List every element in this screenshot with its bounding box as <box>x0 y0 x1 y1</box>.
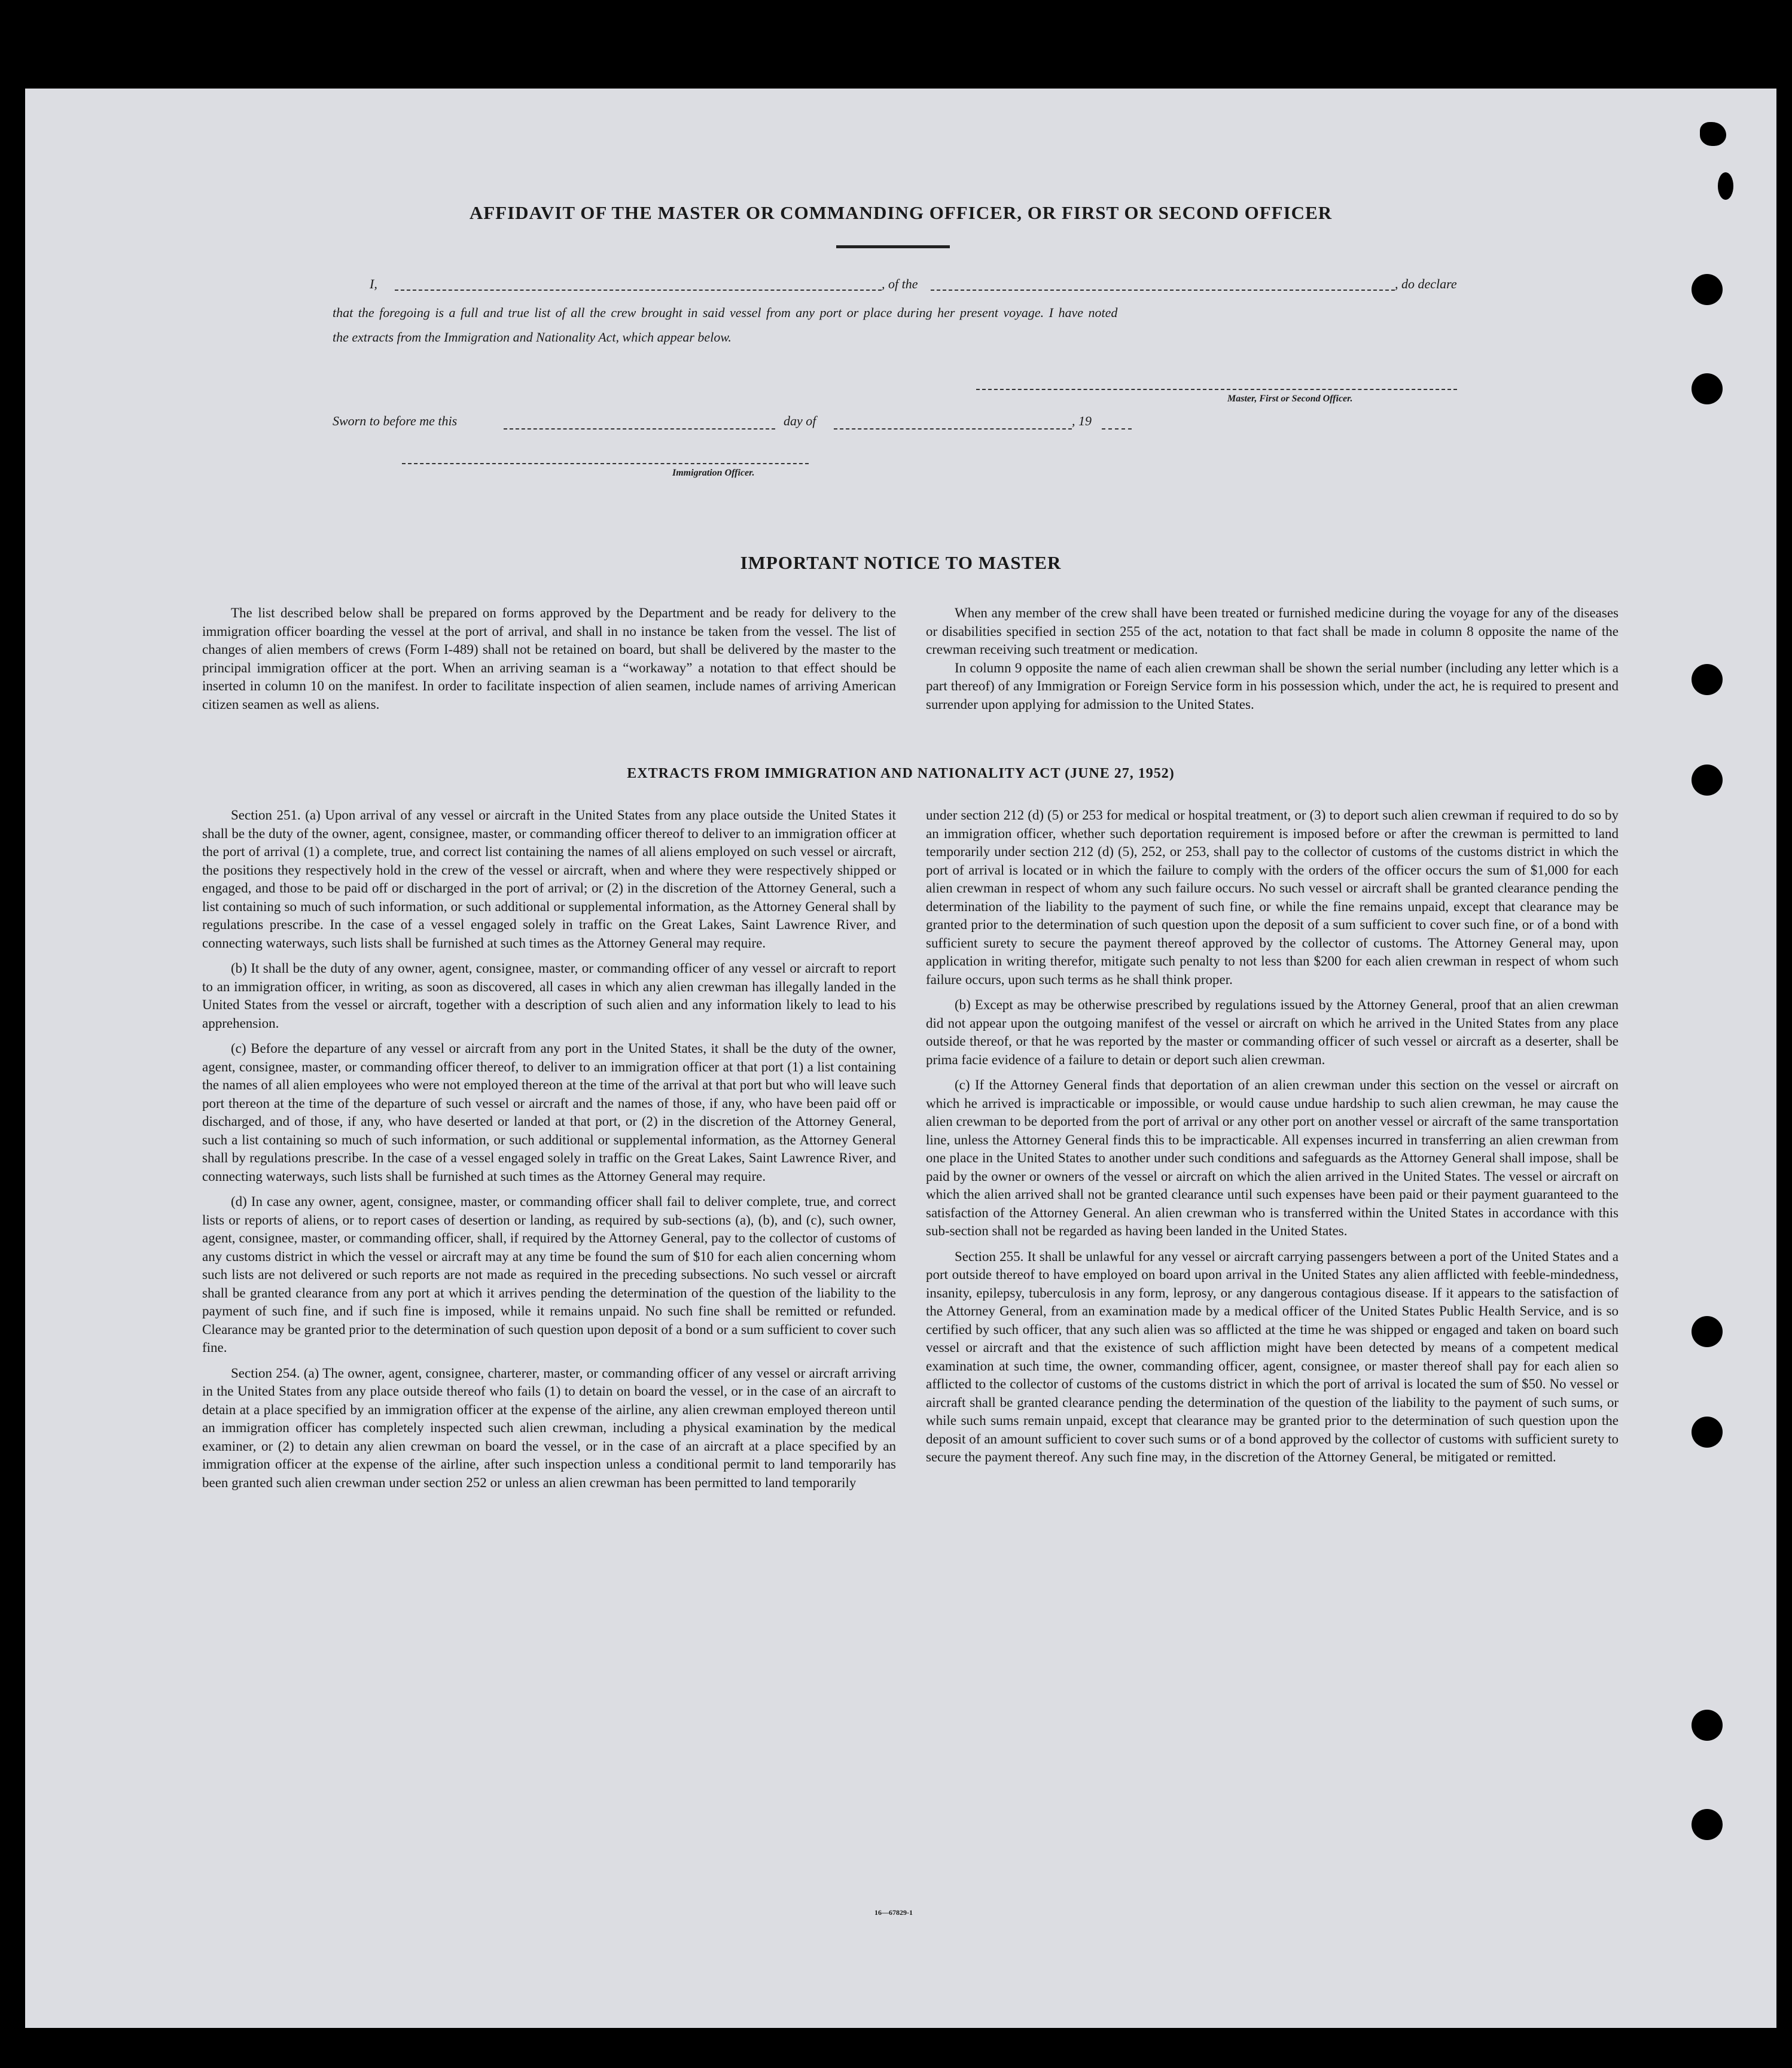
torn-hole-top <box>1700 122 1726 146</box>
punch-hole-3 <box>1692 664 1723 695</box>
section-254-a-part-1: Section 254. (a) The owner, agent, consignee, charterer, master, or commanding officer of any vessel or aircraft arriving in the United States from any place outside thereof who fails (1) to detain on board the vessel, or in the case of an aircraft to detain at a place specified by an immigration officer at the expense of the airline, any alien crewman employed thereon until an immigration officer has completely inspected such alien crewman, including a physical examination by the medical examiner, or (2) to detain any alien crewman on board the vessel, or in the case of an aircraft at a place specified by an immigration officer at the expense of the airline, after such inspection unless a conditional permit to land temporarily has been granted such alien crewman under section 252 or unless an alien crewman has been permitted to land temporarily <box>202 1365 896 1490</box>
affidavit-i-label: I, <box>370 276 377 291</box>
immigration-officer-caption: Immigration Officer. <box>672 468 755 478</box>
notice-right-paragraph-2: In column 9 opposite the name of each alien crewman shall be shown the serial number (including any letter which is a part thereof) of any Immigration or Foreign Service form in his possession which, under the act, he is required to present and surrender upon applying for admission to the United States. <box>926 660 1619 712</box>
day-of-label: day of <box>784 413 816 428</box>
torn-hole-upper <box>1718 172 1733 200</box>
extracts-right-column <box>926 806 1619 1467</box>
notice-left-paragraph: The list described below shall be prepared on forms approved by the Department and be ready for delivery to the immigration officer boarding the vessel at the port of arrival, and shall in no instance be taken from the vessel. The list of changes of alien members of crews (Form I-489) shall not be retained on board, but shall be delivered by the master to the principal immigration officer at the port. When an arriving seaman is a “workaway” a notation to that effect should be inserted in column 10 on the manifest. In order to facilitate inspection of alien seamen, include names of arriving American citizen seamen as well as aliens. <box>202 605 896 712</box>
sworn-label: Sworn to before me this <box>333 413 458 428</box>
extracts-left-column <box>202 806 896 1492</box>
punch-hole-8 <box>1692 1809 1723 1840</box>
section-251-d: (d) In case any owner, agent, consignee, master, or commanding officer shall fail to deliver complete, true, and correct lists or reports of aliens, or to report cases of desertion or landing, as required by sub-sections (a), (b), and (c), such owner, agent, consignee, master, or commanding officer, shall, if required by the Attorney General, pay to the collector of customs of any customs district in which the vessel or aircraft may at any time be found the sum of $10 for each alien concerning whom such lists are not delivered or such reports are not made as required in the preceding subsections. No such vessel or aircraft shall be granted clearance from any port at which it arrives pending the determination of the question of the liability to the payment of such fine, and if such fine is imposed, while it remains unpaid. No such fine shall be remitted or refunded. Clearance may be granted prior to the determination of such question upon deposit of a bond or a sum sufficient to cover such fine. <box>202 1194 896 1355</box>
sworn-month-line[interactable] <box>834 428 1072 430</box>
affidavit-do-declare-label: , do declare <box>1395 276 1457 291</box>
section-255: Section 255. It shall be unlawful for any vessel or aircraft carrying passengers between a port of the United States and a port outside thereof to have employed on board upon arrival in the United States any alien afflicted with feeble-mindedness, insanity, epilepsy, tuberculosis in any form, leprosy, or any dangerous contagious disease. If it appears to the satisfaction of the Attorney General, from an examination made by a medical officer of the United States Public Health Service, and is so certified by such officer, that any such alien was so afflicted at the time he was shipped or engaged and taken on board such vessel or aircraft and that the existence of such affliction might have been detected by means of a competent medical examination at such time, the owner, commanding officer, agent, consignee, or master thereof shall pay for each alien so afflicted to the collector of customs of the customs district in which the port of arrival is located the sum of $50. No vessel or aircraft shall be granted clearance pending the determination of the question of the liability to the payment of such sums, or while such sums remain unpaid, except that clearance may be granted prior to the determination of such question upon the deposit of an amount sufficient to cover such sums or of a bond approved by the collector of customs with sufficient surety to secure the payment thereof. Any such fine may, in the discretion of the Attorney General, be mitigated or remitted. <box>926 1248 1619 1464</box>
affidavit-text-line-1: that the foregoing is a full and true list of all the crew brought in said vessel from any port or place during her present voyage. I have noted <box>333 305 1118 320</box>
punch-hole-7 <box>1692 1710 1723 1741</box>
punch-hole-4 <box>1692 765 1723 796</box>
section-254-a-part-2: under section 212 (d) (5) or 253 for medical or hospital treatment, or (3) to deport such alien crewman if required to do so by an immigration officer, whether such deportation requirement is imposed before or after the crewman is permitted to land temporarily under section 212 (d) (5), 252, or 253, shall pay to the collector of customs of the customs district in which the port of arrival is located or in which the failure to comply with the orders of the officer occurs the sum of $1,000 for each alien crewman in respect of whom any such failure occurs. No such vessel or aircraft shall be granted clearance pending the determination of the liability to the payment of such fine, or while the fine remains unpaid, except that clearance may be granted prior to the determination of such question upon the deposit of a sum sufficient to cover such fine, or of a bond with sufficient surety to secure the payment thereof approved by the collector of customs. The Attorney General may, upon application in writing therefor, mitigate such penalty to not less than $200 for each alien crewman in respect of whom such failure occurs, upon such terms as he shall think proper. <box>926 808 1619 987</box>
punch-hole-5 <box>1692 1316 1723 1347</box>
notice-title: IMPORTANT NOTICE TO MASTER <box>740 552 1062 573</box>
master-name-line[interactable] <box>395 290 882 291</box>
punch-hole-6 <box>1692 1417 1723 1448</box>
document-page <box>25 89 1776 2028</box>
vessel-name-line[interactable] <box>931 290 1395 291</box>
section-251-b: (b) It shall be the duty of any owner, agent, consignee, master, or commanding officer of any vessel or aircraft to report to an immigration officer, in writing, as soon as discovered, all cases in which any alien crewman has illegally landed in the United States from the vessel or aircraft, together with a description of such alien and any information likely to lead to his apprehension. <box>202 961 896 1031</box>
title-rule <box>836 245 950 248</box>
section-251-a: Section 251. (a) Upon arrival of any vessel or aircraft in the United States from any place outside the United States it shall be the duty of the owner, agent, consignee, master, or commanding officer thereof to deliver to an immigration officer at the port of arrival (1) a complete, true, and correct list containing the names of all aliens employed on such vessel or aircraft, the positions they respectively hold in the crew of the vessel or aircraft, when and where they were respectively shipped or engaged, and those to be paid off or discharged in the port of arrival; or (2) in the discretion of the Attorney General, such a list containing so much of such information, or such additional or supplemental information, as the Attorney General shall by regulations prescribe. In the case of a vessel engaged solely in traffic on the Great Lakes, Saint Lawrence River, and connecting waterways, such lists shall be furnished at such times as the Attorney General may require. <box>202 808 896 951</box>
notice-right-column <box>926 604 1619 714</box>
section-254-b: (b) Except as may be otherwise prescribed by regulations issued by the Attorney General, proof that an alien crewman did not appear upon the outgoing manifest of the vessel or aircraft on which he arrived in the United States from any place outside thereof, or that he was reported by the master or commanding officer of such vessel or aircraft as a deserter, shall be prima facie evidence of a failure to detain or deport such alien crewman. <box>926 997 1619 1067</box>
punch-hole-1 <box>1692 274 1723 305</box>
master-signature-line[interactable] <box>976 389 1457 390</box>
master-signature-caption: Master, First or Second Officer. <box>1227 394 1353 404</box>
immigration-officer-signature-line[interactable] <box>402 463 809 464</box>
sworn-day-line[interactable] <box>504 428 775 430</box>
sworn-year-line[interactable] <box>1102 428 1132 430</box>
section-254-c: (c) If the Attorney General finds that deportation of an alien crewman under this section on the vessel or aircraft on which he arrived is impracticable or impossible, or would cause undue hardship to such alien crewman, he may cause the alien crewman to be deported from the port of arrival or any other port on another vessel or aircraft of the same transportation line, unless the Attorney General finds this to be impracticable. All expenses incurred in transferring an alien crewman from one place in the United States to another under such conditions and safeguards as the Attorney General shall impose, shall be paid by the owner or owners of the vessel or aircraft on which the alien arrived in the United States. The vessel or aircraft on which the alien arrived shall not be granted clearance until such expenses have been paid or their payment guaranteed to the satisfaction of the Attorney General. An alien crewman who is transferred within the United States in accordance with this sub-section shall not be regarded as having been landed in the United States. <box>926 1077 1619 1238</box>
extracts-title: EXTRACTS FROM IMMIGRATION AND NATIONALITY ACT (JUNE 27, 1952) <box>627 766 1175 781</box>
affidavit-text-line-2: the extracts from the Immigration and Nationality Act, which appear below. <box>333 330 732 345</box>
notice-left-column <box>202 604 896 714</box>
notice-right-paragraph-1: When any member of the crew shall have been treated or furnished medicine during the voyage for any of the diseases or disabilities specified in section 255 of the act, notation to that fact shall be made in column 8 opposite the name of the crewman receiving such treatment or medication. <box>926 605 1619 657</box>
affidavit-of-the-label: , of the <box>882 276 918 291</box>
punch-hole-2 <box>1692 373 1723 404</box>
form-number: 16—67829-1 <box>874 1908 913 1917</box>
year-label: , 19 <box>1072 413 1092 428</box>
bleed-through-heading <box>252 171 1688 195</box>
affidavit-title: AFFIDAVIT OF THE MASTER OR COMMANDING OFFICER, OR FIRST OR SECOND OFFICER <box>469 202 1333 223</box>
section-251-c: (c) Before the departure of any vessel or aircraft from any port in the United States, it shall be the duty of the owner, agent, consignee, master, or commanding officer thereof, to deliver to an immigration officer at that port (1) a list containing the names of all alien employees who were not employed thereon at the time of the arrival at that port but who will leave such port thereon at the time of the departure of such vessel or aircraft and the names of those, if any, who have been paid off or discharged, and of those, if any, who have deserted or landed at that port, or (2) in the discretion of the Attorney General, such a list containing so much of such information, or such additional or supplemental information, as the Attorney General shall by regulations prescribe. In the case of a vessel engaged solely in traffic on the Great Lakes, Saint Lawrence River, and connecting waterways, such lists shall be furnished at such times as the Attorney General may require. <box>202 1041 896 1184</box>
